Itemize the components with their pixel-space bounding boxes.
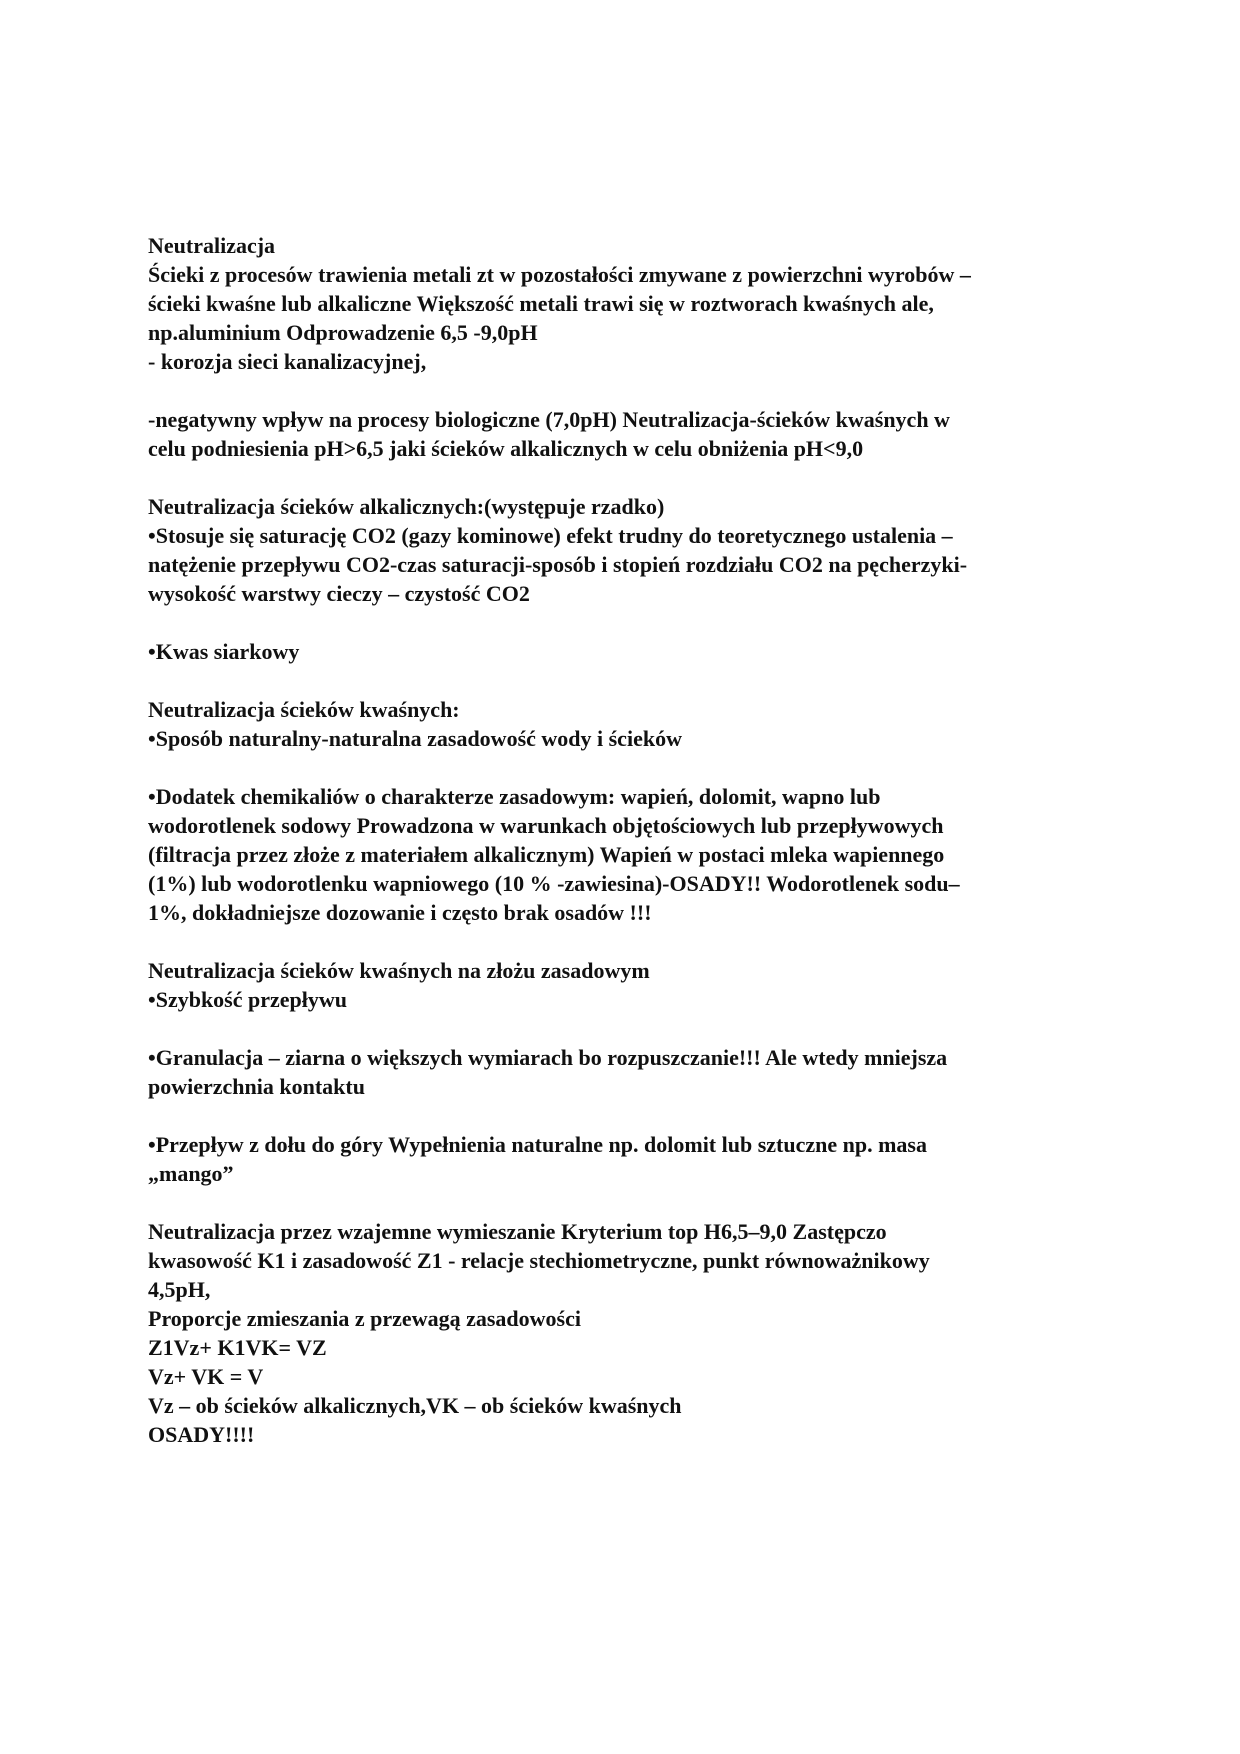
blank-line (148, 1101, 1098, 1130)
text-line: kwasowość K1 i zasadowość Z1 - relacje stechiometryczne, punkt równoważnikowy (148, 1248, 930, 1273)
text-line: -negatywny wpływ na procesy biologiczne (7,0pH) Neutralizacja-ścieków kwaśnych w (148, 407, 950, 432)
text-line: (1%) lub wodorotlenku wapniowego (10 % -zawiesina)-OSADY!! Wodorotlenek sodu– (148, 871, 960, 896)
text-line: Neutralizacja ścieków alkalicznych:(występuje rzadko) (148, 494, 665, 519)
text-line: powierzchnia kontaktu (148, 1074, 365, 1099)
text-line: Ścieki z procesów trawienia metali zt w pozostałości zmywane z powierzchni wyrobów – (148, 262, 971, 287)
text-line: „mango” (148, 1161, 234, 1186)
text-line: Vz+ VK = V (148, 1364, 264, 1389)
text-line: •Stosuje się saturację CO2 (gazy kominowe) efekt trudny do teoretycznego ustalenia – (148, 523, 953, 548)
blank-line (148, 753, 1098, 782)
text-line: - korozja sieci kanalizacyjnej, (148, 349, 427, 374)
text-line: Neutralizacja przez wzajemne wymieszanie Kryterium top H6,5–9,0 Zastępczo (148, 1219, 887, 1244)
text-line: Neutralizacja ścieków kwaśnych: (148, 697, 460, 722)
blank-line (148, 666, 1098, 695)
blank-line (148, 376, 1098, 405)
text-line: natężenie przepływu CO2-czas saturacji-sposób i stopień rozdziału CO2 na pęcherzyki- (148, 552, 968, 577)
blank-line (148, 608, 1098, 637)
text-line: celu podniesienia pH>6,5 jaki ścieków alkalicznych w celu obniżenia pH<9,0 (148, 436, 864, 461)
text-line: wysokość warstwy cieczy – czystość CO2 (148, 581, 530, 606)
text-line: ścieki kwaśne lub alkaliczne Większość metali trawi się w roztworach kwaśnych ale, (148, 291, 934, 316)
text-line: 4,5pH, (148, 1277, 211, 1302)
text-line: •Przepływ z dołu do góry Wypełnienia naturalne np. dolomit lub sztuczne np. masa (148, 1132, 927, 1157)
text-line: Neutralizacja ścieków kwaśnych na złożu zasadowym (148, 958, 650, 983)
text-line: wodorotlenek sodowy Prowadzona w warunkach objętościowych lub przepływowych (148, 813, 944, 838)
text-line: •Sposób naturalny-naturalna zasadowość wody i ścieków (148, 726, 682, 751)
text-line: np.aluminium Odprowadzenie 6,5 -9,0pH (148, 320, 538, 345)
document-page (148, 231, 1098, 1449)
text-line: Z1Vz+ K1VK= VZ (148, 1335, 327, 1360)
text-line: •Granulacja – ziarna o większych wymiarach bo rozpuszczanie!!! Ale wtedy mniejsza (148, 1045, 948, 1070)
text-line: (filtracja przez złoże z materiałem alkalicznym) Wapień w postaci mleka wapiennego (148, 842, 945, 867)
text-line: 1%, dokładniejsze dozowanie i często brak osadów !!! (148, 900, 652, 925)
blank-line (148, 1014, 1098, 1043)
text-line: •Kwas siarkowy (148, 639, 300, 664)
text-line: Vz – ob ścieków alkalicznych,VK – ob ścieków kwaśnych (148, 1393, 682, 1418)
text-line: •Szybkość przepływu (148, 987, 347, 1012)
blank-line (148, 463, 1098, 492)
blank-line (148, 1188, 1098, 1217)
blank-line (148, 927, 1098, 956)
text-line: •Dodatek chemikaliów o charakterze zasadowym: wapień, dolomit, wapno lub (148, 784, 881, 809)
text-line: Proporcje zmieszania z przewagą zasadowości (148, 1306, 581, 1331)
text-line: OSADY!!!! (148, 1422, 255, 1447)
text-line: Neutralizacja (148, 233, 276, 258)
